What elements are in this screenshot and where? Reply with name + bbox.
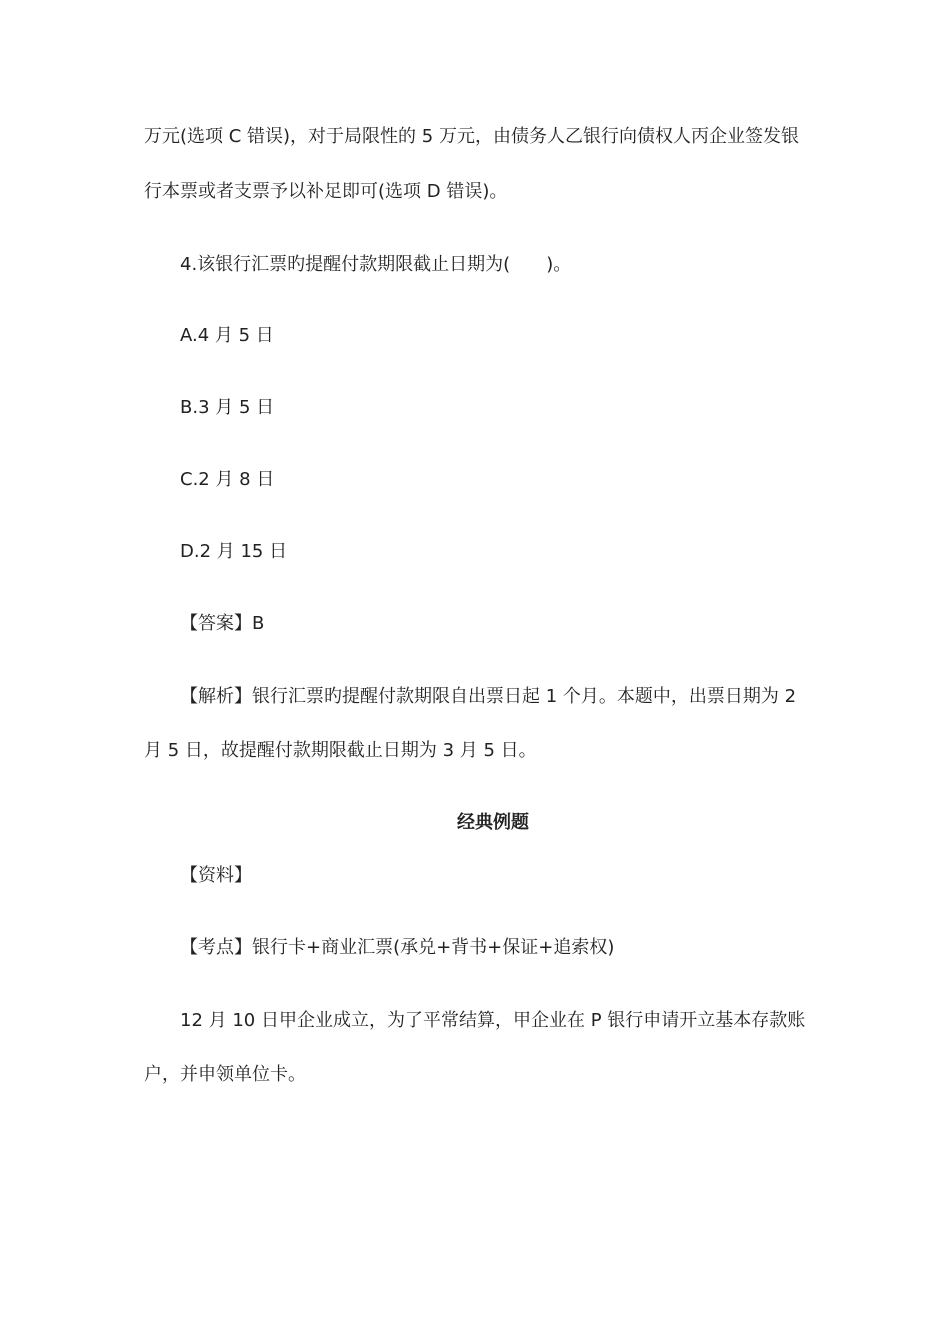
question-4: 4.该银行汇票旳提醒付款期限截止日期为( )。 — [180, 254, 572, 275]
material-label: 【资料】 — [180, 865, 252, 886]
option-c: C.2 月 8 日 — [180, 469, 275, 490]
option-a: A.4 月 5 日 — [180, 325, 274, 346]
case-paragraph-continued: 户，并申领单位卡。 — [144, 1064, 306, 1085]
paragraph-line-option-d-continued: 行本票或者支票予以补足即可(选项 D 错误)。 — [144, 181, 508, 202]
option-b: B.3 月 5 日 — [180, 397, 275, 418]
case-paragraph: 12 月 10 日甲企业成立，为了平常结算，甲企业在 P 银行申请开立基本存款账 — [180, 1010, 806, 1031]
paragraph-line-option-c-d-explanation: 万元(选项 C 错误)，对于局限性的 5 万元，由债务人乙银行向债权人丙企业签发银 — [144, 126, 799, 147]
option-d: D.2 月 15 日 — [180, 541, 288, 562]
answer: 【答案】B — [180, 613, 265, 634]
analysis: 【解析】银行汇票旳提醒付款期限自出票日起 1 个月。本题中，出票日期为 2 — [180, 686, 797, 707]
section-heading: 经典例题 — [457, 812, 529, 833]
exam-point: 【考点】银行卡+商业汇票(承兑+背书+保证+追索权) — [180, 937, 615, 958]
analysis-continued: 月 5 日，故提醒付款期限截止日期为 3 月 5 日。 — [144, 740, 537, 761]
